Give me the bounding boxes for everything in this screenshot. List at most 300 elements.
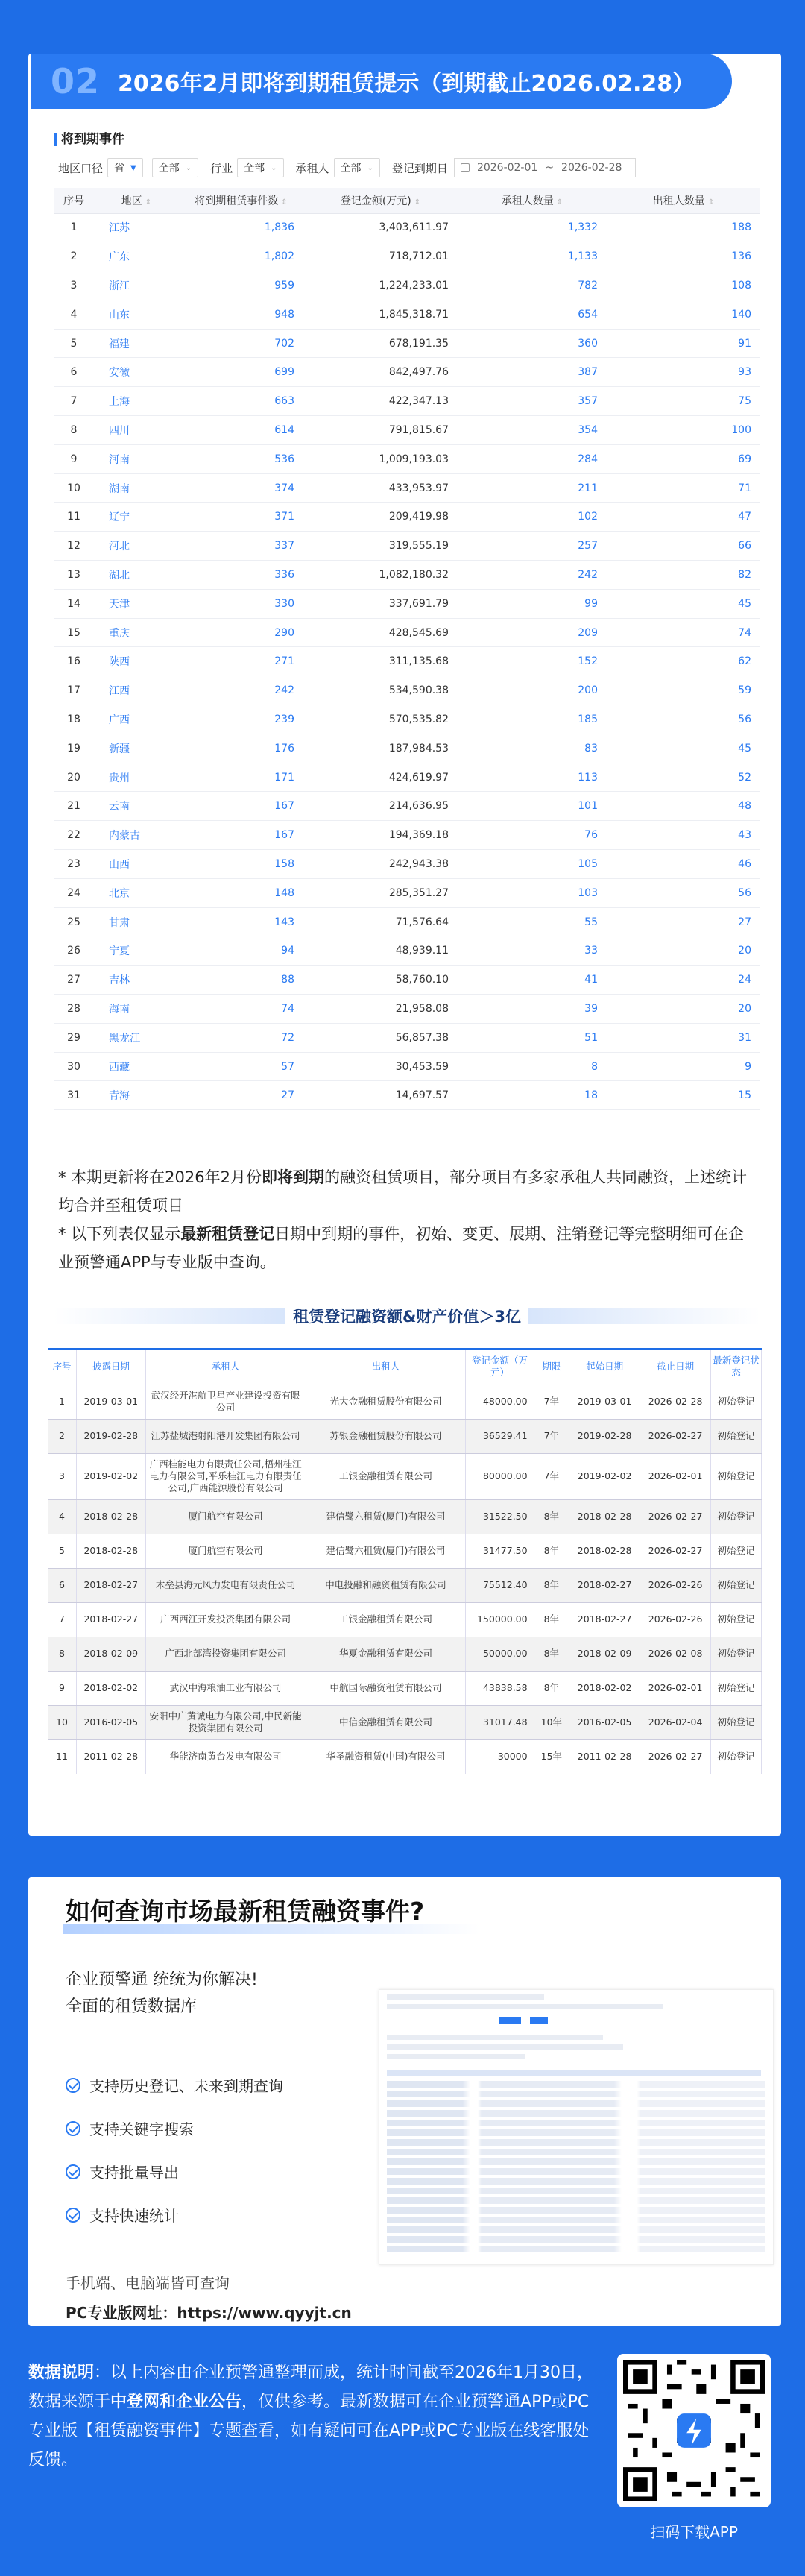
table-cell[interactable]: 158	[179, 850, 303, 879]
disclaimer-text-2: ，仅供参考。最新数据可在企业预警通APP或PC专业版【租赁融资事件】专题查看，如有疑问可在APP或PC专业版在线客服处反馈。	[28, 2393, 590, 2469]
date-range-picker[interactable]	[454, 158, 636, 177]
table-cell: 建信鹭六租赁(厦门)有限公司	[306, 1499, 466, 1534]
table-cell[interactable]: 江苏	[94, 213, 179, 242]
table-cell[interactable]: 48	[607, 792, 760, 821]
table-cell[interactable]: 1,836	[179, 213, 303, 242]
table-cell: 433,953.97	[303, 473, 458, 503]
table-cell: 30,453.59	[303, 1052, 458, 1081]
table-cell[interactable]: 山西	[94, 850, 179, 879]
table-cell[interactable]: 北京	[94, 878, 179, 907]
table-cell: 苏银金融租赁股份有限公司	[306, 1419, 466, 1453]
table-cell: 华圣融资租赁(中国)有限公司	[306, 1739, 466, 1774]
table-cell[interactable]: 239	[179, 705, 303, 734]
table-cell[interactable]: 185	[458, 705, 607, 734]
table-cell: 8	[54, 416, 94, 445]
table-cell[interactable]: 56	[607, 705, 760, 734]
table-cell[interactable]: 广东	[94, 242, 179, 271]
table-cell: 2026-02-27	[640, 1739, 711, 1774]
table-cell[interactable]: 43	[607, 821, 760, 850]
table-cell[interactable]: 39	[458, 995, 607, 1024]
table-cell[interactable]: 62	[607, 647, 760, 676]
table-cell: 华能济南黄台发电有限公司	[145, 1739, 306, 1774]
table-cell: 2019-02-28	[569, 1419, 640, 1453]
table-cell: 11	[48, 1739, 76, 1774]
table-cell[interactable]: 贵州	[94, 763, 179, 792]
table-cell[interactable]: 702	[179, 329, 303, 358]
table-row	[48, 1568, 762, 1602]
table-cell[interactable]: 27	[607, 907, 760, 936]
table-cell: 建信鹭六租赁(厦门)有限公司	[306, 1534, 466, 1568]
table-cell: 29	[54, 1023, 94, 1052]
table-cell: 中电投融和融资租赁有限公司	[306, 1568, 466, 1602]
table-row	[54, 878, 760, 907]
table-cell[interactable]: 上海	[94, 387, 179, 416]
table-cell[interactable]: 15	[607, 1081, 760, 1110]
column-header-label: 出租人数量	[652, 195, 705, 207]
column-header: 出租人	[306, 1349, 466, 1385]
table-cell: 7年	[534, 1419, 569, 1453]
table-row	[54, 676, 760, 705]
table-cell: 31522.50	[466, 1499, 534, 1534]
table-cell: 初始登记	[711, 1453, 762, 1499]
table-cell[interactable]: 782	[458, 271, 607, 300]
region-select[interactable]	[152, 158, 198, 177]
note-2-text-b: 日期中到期的事件，初始、变更、展期、注销登记等完整明细可在企业预警通APP与专业版中查询。	[58, 1225, 745, 1271]
qr-code[interactable]	[617, 2354, 771, 2507]
app-screenshot-thumbnail	[379, 1989, 774, 2265]
table-cell: 5	[54, 329, 94, 358]
table-row	[48, 1534, 762, 1568]
table-cell: 242,943.38	[303, 850, 458, 879]
table-cell[interactable]: 66	[607, 532, 760, 561]
table-cell[interactable]: 四川	[94, 416, 179, 445]
table-row	[54, 358, 760, 387]
table-cell: 194,369.18	[303, 821, 458, 850]
title-deco-left	[54, 1308, 285, 1324]
sort-icon[interactable]: ⇕	[145, 198, 152, 207]
table-cell: 广西桂能电力有限责任公司,梧州桂江电力有限公司,平乐桂江电力有限责任公司,广西能源股份有限公司	[145, 1453, 306, 1499]
column-header: 截止日期	[640, 1349, 711, 1385]
table-cell: 8年	[534, 1637, 569, 1671]
table-cell[interactable]: 45	[607, 734, 760, 763]
table-cell[interactable]: 山东	[94, 300, 179, 329]
table-cell[interactable]: 211	[458, 473, 607, 503]
table-row	[54, 821, 760, 850]
table-cell[interactable]: 271	[179, 647, 303, 676]
date-to: 2026-02-28	[561, 162, 622, 174]
table-cell: 15年	[534, 1739, 569, 1774]
table-cell[interactable]: 27	[179, 1081, 303, 1110]
table-cell[interactable]: 湖北	[94, 561, 179, 590]
table-cell: 3	[48, 1453, 76, 1499]
table-row	[48, 1453, 762, 1499]
table-row	[48, 1419, 762, 1453]
table-row	[54, 329, 760, 358]
sort-icon[interactable]: ⇕	[414, 198, 421, 207]
table-cell[interactable]: 171	[179, 763, 303, 792]
table-cell[interactable]: 654	[458, 300, 607, 329]
table-cell: 50000.00	[466, 1637, 534, 1671]
table-cell[interactable]: 56	[607, 878, 760, 907]
column-header[interactable]	[458, 188, 607, 213]
table-cell[interactable]: 100	[607, 416, 760, 445]
table-cell: 8年	[534, 1602, 569, 1637]
check-circle-icon	[66, 2121, 80, 2136]
section-title: 2026年2月即将到期租赁提示（到期截止2026.02.28）	[118, 71, 695, 97]
table-cell: 842,497.76	[303, 358, 458, 387]
table-row	[48, 1602, 762, 1637]
table-cell[interactable]: 152	[458, 647, 607, 676]
table-cell: 2019-02-02	[76, 1453, 145, 1499]
table-cell[interactable]: 24	[607, 966, 760, 995]
table-cell[interactable]: 188	[607, 213, 760, 242]
sort-icon[interactable]: ⇕	[707, 198, 715, 207]
table-cell: 27	[54, 966, 94, 995]
column-header-label: 承租人数量	[501, 195, 554, 207]
column-header: 期限	[534, 1349, 569, 1385]
qr-code-image	[623, 2360, 765, 2501]
table-cell[interactable]: 143	[179, 907, 303, 936]
table-row	[54, 589, 760, 618]
calendar-icon	[461, 163, 470, 172]
table-cell[interactable]: 93	[607, 358, 760, 387]
table-cell[interactable]: 1,802	[179, 242, 303, 271]
table-cell[interactable]: 374	[179, 473, 303, 503]
table-cell[interactable]: 52	[607, 763, 760, 792]
table-cell[interactable]: 336	[179, 561, 303, 590]
feature-label: 支持关键字搜索	[89, 2120, 194, 2138]
table-cell[interactable]: 47	[607, 503, 760, 532]
table-cell: 3	[54, 271, 94, 300]
table-cell[interactable]: 99	[458, 589, 607, 618]
table-cell[interactable]: 宁夏	[94, 936, 179, 966]
table-row	[54, 705, 760, 734]
table-cell[interactable]: 108	[607, 271, 760, 300]
table-cell[interactable]: 57	[179, 1052, 303, 1081]
column-header: 序号	[48, 1349, 76, 1385]
table-cell[interactable]: 663	[179, 387, 303, 416]
table-cell[interactable]: 88	[179, 966, 303, 995]
table-cell[interactable]: 105	[458, 850, 607, 879]
table-cell: 2018-02-28	[569, 1499, 640, 1534]
table-cell[interactable]: 102	[458, 503, 607, 532]
lessee-select[interactable]	[334, 158, 380, 177]
table-cell[interactable]: 176	[179, 734, 303, 763]
table-row	[54, 966, 760, 995]
table-cell: 21	[54, 792, 94, 821]
table-cell[interactable]: 74	[179, 995, 303, 1024]
table-cell[interactable]: 257	[458, 532, 607, 561]
table-cell: 21,958.08	[303, 995, 458, 1024]
table-cell[interactable]: 75	[607, 387, 760, 416]
date-from: 2026-02-01	[476, 162, 538, 174]
table-cell[interactable]: 20	[607, 995, 760, 1024]
table-row	[54, 647, 760, 676]
table-cell[interactable]: 55	[458, 907, 607, 936]
table-cell: 2018-02-27	[76, 1568, 145, 1602]
table-cell[interactable]: 新疆	[94, 734, 179, 763]
table-cell: 2026-02-04	[640, 1705, 711, 1739]
table-cell[interactable]: 103	[458, 878, 607, 907]
table-cell: 2019-03-01	[76, 1385, 145, 1419]
table-cell: 20	[54, 763, 94, 792]
table-cell: 30	[54, 1052, 94, 1081]
table-cell[interactable]: 青海	[94, 1081, 179, 1110]
table-row	[54, 416, 760, 445]
table-cell: 4	[48, 1499, 76, 1534]
table-cell[interactable]: 浙江	[94, 271, 179, 300]
table-cell: 初始登记	[711, 1568, 762, 1602]
table-cell[interactable]: 614	[179, 416, 303, 445]
region-level-select[interactable]	[107, 158, 143, 177]
table-cell: 22	[54, 821, 94, 850]
table-cell[interactable]: 337	[179, 532, 303, 561]
table-cell[interactable]: 94	[179, 936, 303, 966]
table-cell[interactable]: 74	[607, 618, 760, 647]
table-cell[interactable]: 广西	[94, 705, 179, 734]
table-cell[interactable]: 699	[179, 358, 303, 387]
industry-select[interactable]	[237, 158, 283, 177]
note-1-text-b: 的融资租赁项目，部分项目有多家承租人共同融资，上述统计均合并至租赁项目	[58, 1168, 747, 1215]
table-cell[interactable]: 吉林	[94, 966, 179, 995]
table-cell[interactable]: 湖南	[94, 473, 179, 503]
table-cell[interactable]: 59	[607, 676, 760, 705]
table-cell[interactable]: 46	[607, 850, 760, 879]
table-cell: 厦门航空有限公司	[145, 1534, 306, 1568]
column-header: 登记金额（万元）	[466, 1349, 534, 1385]
table-cell: 18	[54, 705, 94, 734]
table-cell: 2011-02-28	[569, 1739, 640, 1774]
table-cell[interactable]: 71	[607, 473, 760, 503]
table-cell: 初始登记	[711, 1534, 762, 1568]
table-cell: 422,347.13	[303, 387, 458, 416]
feature-label: 支持批量导出	[89, 2164, 179, 2182]
data-disclaimer	[28, 2358, 595, 2475]
table-row	[54, 1052, 760, 1081]
column-header: 披露日期	[76, 1349, 145, 1385]
table-cell[interactable]: 黑龙江	[94, 1023, 179, 1052]
sort-icon[interactable]: ⇕	[556, 198, 564, 207]
table-row	[48, 1499, 762, 1534]
disclaimer-source: 中登网和企业公告	[110, 2393, 242, 2411]
table-cell[interactable]: 959	[179, 271, 303, 300]
table-cell: 8年	[534, 1568, 569, 1602]
table-cell: 武汉经开港航卫星产业建设投资有限公司	[145, 1385, 306, 1419]
table-cell[interactable]: 海南	[94, 995, 179, 1024]
table-cell: 安阳中广黄诚电力有限公司,中民新能投资集团有限公司	[145, 1705, 306, 1739]
table-cell: 2018-02-28	[76, 1534, 145, 1568]
table-cell: 12	[54, 532, 94, 561]
table-cell[interactable]: 69	[607, 444, 760, 473]
table-cell[interactable]: 陕西	[94, 647, 179, 676]
table-row	[48, 1637, 762, 1671]
feature-item	[66, 2161, 179, 2182]
table-cell[interactable]: 天津	[94, 589, 179, 618]
table-cell: 工银金融租赁有限公司	[306, 1602, 466, 1637]
column-header: 起始日期	[569, 1349, 640, 1385]
table-cell: 广西西江开发投资集团有限公司	[145, 1602, 306, 1637]
table-row	[54, 1081, 760, 1110]
check-circle-icon	[66, 2208, 80, 2223]
region-value: 全部	[158, 163, 180, 174]
table-cell[interactable]: 167	[179, 792, 303, 821]
table-cell[interactable]: 9	[607, 1052, 760, 1081]
table-cell[interactable]: 18	[458, 1081, 607, 1110]
column-header: 最新登记状态	[711, 1349, 762, 1385]
table-cell[interactable]: 354	[458, 416, 607, 445]
table-cell: 木垒县海元风力发电有限责任公司	[145, 1568, 306, 1602]
table-cell[interactable]: 河北	[94, 532, 179, 561]
column-header[interactable]	[607, 188, 760, 213]
table-cell: 2019-02-28	[76, 1419, 145, 1453]
table-row	[54, 300, 760, 329]
table-row	[54, 271, 760, 300]
table-cell: 791,815.67	[303, 416, 458, 445]
table-cell: 24	[54, 878, 94, 907]
table-cell[interactable]: 福建	[94, 329, 179, 358]
table-cell[interactable]: 148	[179, 878, 303, 907]
large-lease-title-bar	[54, 1306, 760, 1326]
note-1-bold: 即将到期	[261, 1168, 324, 1186]
table-cell: 10	[54, 473, 94, 503]
table-cell: 9	[54, 444, 94, 473]
section-header	[31, 54, 732, 109]
table-row	[54, 242, 760, 271]
table-cell[interactable]: 83	[458, 734, 607, 763]
table-cell[interactable]: 1,332	[458, 213, 607, 242]
table-cell[interactable]: 1,133	[458, 242, 607, 271]
table-cell[interactable]: 重庆	[94, 618, 179, 647]
devices-note: 手机端、电脑端皆可查询	[66, 2274, 230, 2292]
table-cell[interactable]: 20	[607, 936, 760, 966]
feature-label: 支持快速统计	[89, 2207, 179, 2225]
table-cell[interactable]: 330	[179, 589, 303, 618]
table-cell[interactable]: 辽宁	[94, 503, 179, 532]
table-row	[54, 503, 760, 532]
table-cell: 311,135.68	[303, 647, 458, 676]
table-cell: 285,351.27	[303, 878, 458, 907]
table-cell[interactable]: 82	[607, 561, 760, 590]
table-cell[interactable]: 167	[179, 821, 303, 850]
table-cell[interactable]: 387	[458, 358, 607, 387]
table-cell: 2018-02-27	[76, 1602, 145, 1637]
promo-card	[28, 1877, 781, 2326]
table-cell[interactable]: 41	[458, 966, 607, 995]
table-row	[54, 734, 760, 763]
title-deco-right	[528, 1308, 760, 1324]
pc-url[interactable]: PC专业版网址：https://www.qyyjt.cn	[66, 2304, 352, 2322]
region-filter-label: 地区口径	[58, 161, 104, 175]
table-cell[interactable]: 101	[458, 792, 607, 821]
table-cell[interactable]: 371	[179, 503, 303, 532]
table-cell[interactable]: 357	[458, 387, 607, 416]
table-cell[interactable]: 31	[607, 1023, 760, 1052]
table-cell[interactable]: 33	[458, 936, 607, 966]
table-cell[interactable]: 西藏	[94, 1052, 179, 1081]
table-cell[interactable]: 51	[458, 1023, 607, 1052]
table-cell: 1,845,318.71	[303, 300, 458, 329]
table-cell[interactable]: 242	[179, 676, 303, 705]
table-cell[interactable]: 536	[179, 444, 303, 473]
table-cell[interactable]: 江西	[94, 676, 179, 705]
table-row	[54, 792, 760, 821]
industry-filter-label: 行业	[210, 161, 233, 175]
table-cell: 工银金融租赁有限公司	[306, 1453, 466, 1499]
feature-item	[66, 2117, 194, 2139]
table-cell: 5	[48, 1534, 76, 1568]
table-cell: 58,760.10	[303, 966, 458, 995]
table-row	[54, 995, 760, 1024]
table-cell: 2018-02-02	[76, 1671, 145, 1705]
table-cell: 初始登记	[711, 1385, 762, 1419]
table-cell: 43838.58	[466, 1671, 534, 1705]
table-cell[interactable]: 内蒙古	[94, 821, 179, 850]
table-cell[interactable]: 140	[607, 300, 760, 329]
table-cell[interactable]: 284	[458, 444, 607, 473]
table-row	[54, 387, 760, 416]
table-cell: 初始登记	[711, 1705, 762, 1739]
table-cell[interactable]: 安徽	[94, 358, 179, 387]
table-cell: 8年	[534, 1671, 569, 1705]
table-cell: 中信金融租赁有限公司	[306, 1705, 466, 1739]
table-cell: 初始登记	[711, 1602, 762, 1637]
table-cell[interactable]: 200	[458, 676, 607, 705]
feature-label: 支持历史登记、未来到期查询	[89, 2077, 283, 2095]
table-cell: 6	[48, 1568, 76, 1602]
table-cell[interactable]: 云南	[94, 792, 179, 821]
table-cell: 初始登记	[711, 1419, 762, 1453]
table-cell[interactable]: 290	[179, 618, 303, 647]
sort-icon[interactable]: ⇕	[281, 198, 288, 207]
table-cell: 678,191.35	[303, 329, 458, 358]
chevron-down-icon: ▼	[130, 163, 136, 172]
table-cell[interactable]: 45	[607, 589, 760, 618]
table-cell: 7	[48, 1602, 76, 1637]
subsection-title: 将到期事件	[54, 133, 124, 146]
table-cell[interactable]: 209	[458, 618, 607, 647]
table-cell: 2018-02-02	[569, 1671, 640, 1705]
table-cell[interactable]: 113	[458, 763, 607, 792]
column-header[interactable]	[303, 188, 458, 213]
table-cell[interactable]: 136	[607, 242, 760, 271]
expiring-events-table	[54, 188, 760, 1110]
table-row	[48, 1385, 762, 1419]
table-cell: 319,555.19	[303, 532, 458, 561]
table-cell[interactable]: 242	[458, 561, 607, 590]
table-cell[interactable]: 72	[179, 1023, 303, 1052]
table-cell: 16	[54, 647, 94, 676]
promo-subtitle	[66, 1967, 258, 2021]
table-cell[interactable]: 91	[607, 329, 760, 358]
table-cell[interactable]: 948	[179, 300, 303, 329]
table-cell: 19	[54, 734, 94, 763]
table-cell[interactable]: 8	[458, 1052, 607, 1081]
table-cell: 江苏盐城港射阳港开发集团有限公司	[145, 1419, 306, 1453]
column-header[interactable]	[179, 188, 303, 213]
promo-title: 如何查询市场最新租赁融资事件?	[66, 1897, 425, 1926]
table-cell[interactable]: 甘肃	[94, 907, 179, 936]
table-cell: 1	[48, 1385, 76, 1419]
table-cell: 初始登记	[711, 1637, 762, 1671]
column-header	[54, 188, 94, 213]
table-cell[interactable]: 76	[458, 821, 607, 850]
table-cell[interactable]: 360	[458, 329, 607, 358]
table-cell: 2	[48, 1419, 76, 1453]
table-row	[54, 473, 760, 503]
table-cell[interactable]: 河南	[94, 444, 179, 473]
table-cell: 6	[54, 358, 94, 387]
table-cell: 厦门航空有限公司	[145, 1499, 306, 1534]
